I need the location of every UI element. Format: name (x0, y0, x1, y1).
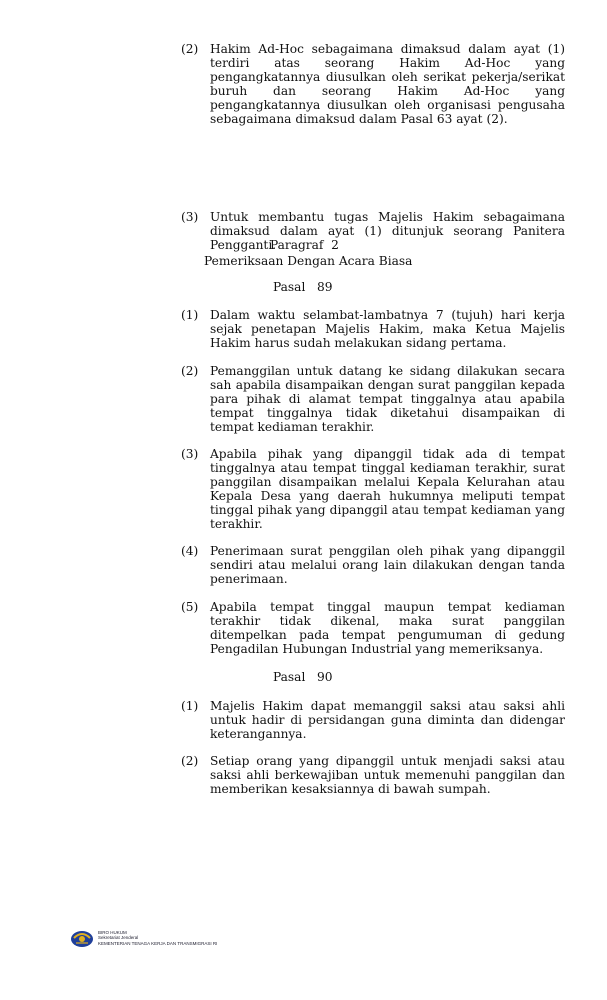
ayat-2 (181, 42, 565, 126)
pasal-89-ayat-5 (181, 600, 565, 656)
ministry-logo-icon (70, 928, 94, 948)
ayat-number: (2) (181, 42, 199, 56)
ayat-text: Majelis Hakim dapat memanggil saksi atau saksi ahli untuk hadir di persidangan guna diminta dan didengar keterangannya. (210, 699, 565, 741)
ayat-number: (3) (181, 210, 199, 224)
ayat-number: (4) (181, 544, 199, 558)
footer-line-1: BIRO HUKUM (98, 929, 127, 935)
paragraf-title: Pemeriksaan Dengan Acara Biasa (204, 254, 413, 268)
ayat-number: (1) (181, 308, 199, 322)
ayat-text: Penerimaan surat penggilan oleh pihak yang dipanggil sendiri atau melalui orang lain dilakukan dengan tanda penerimaan. (210, 544, 565, 586)
ayat-number: (2) (181, 754, 199, 768)
ayat-3 (181, 210, 565, 252)
ayat-text: Dalam waktu selambat-lambatnya 7 (tujuh) hari kerja sejak penetapan Majelis Hakim, maka Ketua Majelis Hakim harus sudah melakukan sidang pertama. (210, 308, 565, 350)
pasal-90-heading: Pasal 90 (273, 670, 333, 684)
pasal-89-heading: Pasal 89 (273, 280, 333, 294)
pasal-89-ayat-4 (181, 544, 565, 586)
ayat-number: (3) (181, 447, 199, 461)
ayat-number: (2) (181, 364, 199, 378)
ayat-text: Untuk membantu tugas Majelis Hakim sebagaimana dimaksud dalam ayat (1) ditunjuk seorang Panitera Pengganti. (210, 210, 565, 252)
ayat-text: Apabila tempat tinggal maupun tempat kediaman terakhir tidak dikenal, maka surat panggilan ditempelkan pada tempat pengumuman di gedung Pengadilan Hubungan Industrial yang memeriksanya. (210, 600, 565, 656)
ayat-text: Hakim Ad-Hoc sebagaimana dimaksud dalam ayat (1) terdiri atas seorang Hakim Ad-Hoc yang pengangkatannya diusulkan oleh serikat pekerja/serikat buruh dan seorang Hakim Ad-Hoc yang pengangkatannya diusulkan oleh organisasi pengusaha sebagaimana dimaksud dalam Pasal 63 ayat (2). (210, 42, 565, 126)
ayat-text: Setiap orang yang dipanggil untuk menjadi saksi atau saksi ahli berkewajiban untuk memenuhi panggilan dan memberikan kesaksiannya di bawah sumpah. (210, 754, 565, 796)
ayat-number: (5) (181, 600, 199, 614)
footer (70, 928, 217, 948)
footer-line-2: Sekretariat Jenderal (98, 935, 139, 941)
pasal-89-ayat-1 (181, 308, 565, 350)
ayat-text: Apabila pihak yang dipanggil tidak ada di tempat tinggalnya atau tempat tinggal kediaman terakhir, surat panggilan disampaikan melalui Kepala Kelurahan atau Kepala Desa yang daerah hukumnya meliputi tempat tinggal pihak yang dipanggil atau tempat kediaman yang terakhir. (210, 447, 565, 531)
footer-line-3: KEMENTERIAN TENAGA KERJA DAN TRANSMIGRASI RI (98, 940, 218, 946)
ayat-number: (1) (181, 699, 199, 713)
pasal-89-ayat-2 (181, 364, 565, 434)
paragraf-label: Paragraf 2 (270, 238, 339, 252)
pasal-90-ayat-1 (181, 699, 565, 741)
pasal-89-ayat-3 (181, 447, 565, 531)
pasal-90-ayat-2 (181, 754, 565, 796)
ayat-text: Pemanggilan untuk datang ke sidang dilakukan secara sah apabila disampaikan dengan surat panggilan kepada para pihak di alamat tempat tinggalnya atau apabila tempat tinggalnya tidak diketahui disampaikan di tempat kediaman terakhir. (210, 364, 565, 434)
